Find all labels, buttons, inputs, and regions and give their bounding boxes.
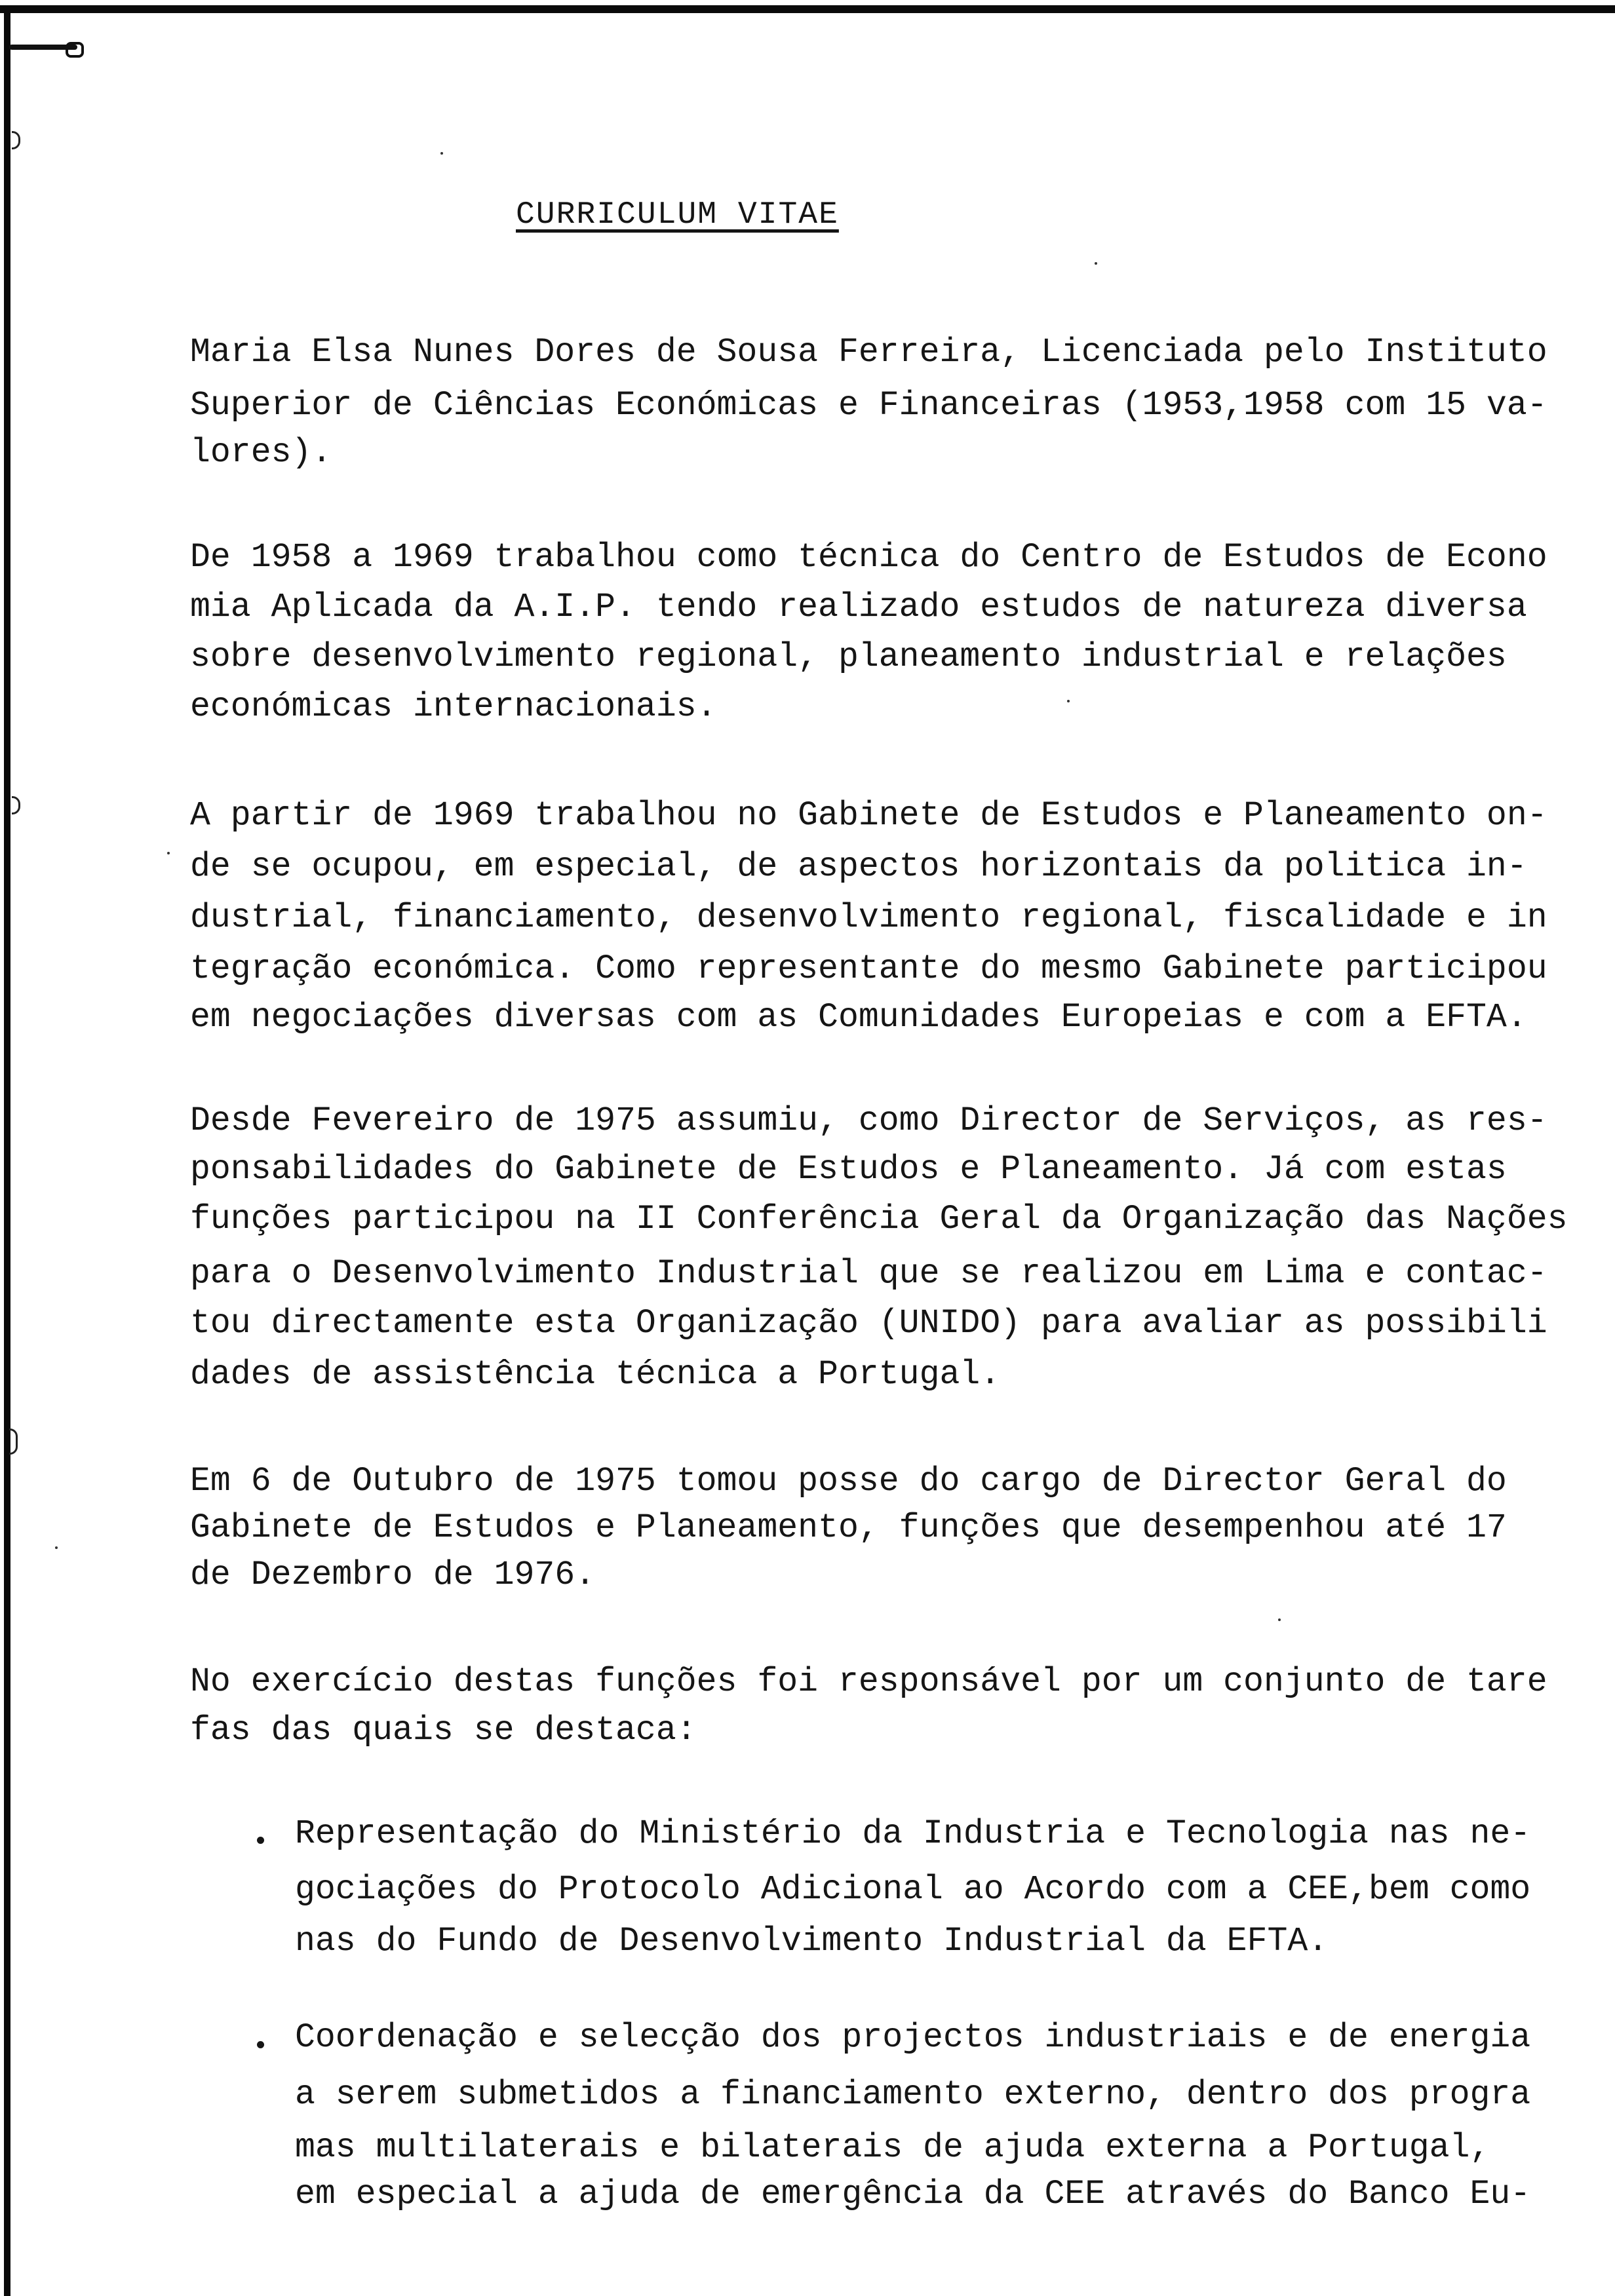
scan-border-left xyxy=(4,5,10,2296)
text-line: mas multilaterais e bilaterais de ajuda externa a Portugal, xyxy=(295,2129,1490,2167)
hole-punch-mark-icon xyxy=(12,131,20,149)
text-line: Representação do Ministério da Industria e Tecnologia nas ne- xyxy=(295,1815,1531,1853)
scan-border-top xyxy=(0,5,1615,13)
text-line: ponsabilidades do Gabinete de Estudos e Planeamento. Já com estas xyxy=(190,1151,1507,1189)
text-line: funções participou na II Conferência Geral da Organização das Nações xyxy=(190,1200,1568,1238)
text-line: de se ocupou, em especial, de aspectos horizontais da politica in- xyxy=(190,848,1527,886)
text-line: dades de assistência técnica a Portugal. xyxy=(190,1356,1001,1394)
hole-punch-mark-icon xyxy=(12,796,20,814)
staple-hook-icon xyxy=(66,42,84,58)
text-line: Superior de Ciências Económicas e Financeiras (1953,1958 com 15 va- xyxy=(190,387,1547,425)
text-line: Em 6 de Outubro de 1975 tomou posse do cargo de Director Geral do xyxy=(190,1463,1507,1501)
text-line: Gabinete de Estudos e Planeamento, funções que desempenhou até 17 xyxy=(190,1509,1507,1547)
text-line: Desde Fevereiro de 1975 assumiu, como Director de Serviços, as res- xyxy=(190,1102,1547,1140)
text-line: em especial a ajuda de emergência da CEE através do Banco Eu- xyxy=(295,2175,1531,2213)
text-line: económicas internacionais. xyxy=(190,688,717,726)
text-line: a serem submetidos a financiamento externo, dentro dos progra xyxy=(295,2076,1531,2114)
text-line: de Dezembro de 1976. xyxy=(190,1556,596,1594)
text-line: tou directamente esta Organização (UNIDO) para avaliar as possibili xyxy=(190,1305,1547,1343)
scan-speck xyxy=(1067,700,1070,702)
text-line: tegração económica. Como representante do mesmo Gabinete participou xyxy=(190,950,1547,988)
scan-speck xyxy=(1278,1618,1281,1621)
text-line: nas do Fundo de Desenvolvimento Industrial da EFTA. xyxy=(295,1923,1329,1961)
hole-punch-mark-icon xyxy=(9,1428,18,1455)
scan-speck xyxy=(1095,262,1097,265)
text-line: A partir de 1969 trabalhou no Gabinete de Estudos e Planeamento on- xyxy=(190,797,1547,835)
text-line: em negociações diversas com as Comunidades Europeias e com a EFTA. xyxy=(190,999,1527,1037)
text-line: gociações do Protocolo Adicional ao Acordo com a CEE,bem como xyxy=(295,1871,1531,1909)
bullet-icon xyxy=(257,1837,264,1844)
text-line: fas das quais se destaca: xyxy=(190,1712,697,1750)
text-line: No exercício destas funções foi responsável por um conjunto de tare xyxy=(190,1663,1547,1701)
text-line: Maria Elsa Nunes Dores de Sousa Ferreira, Licenciada pelo Instituto xyxy=(190,334,1547,372)
scan-speck xyxy=(440,152,443,155)
text-line: Coordenação e selecção dos projectos industriais e de energia xyxy=(295,2019,1531,2057)
text-line: lores). xyxy=(190,434,332,472)
text-line: De 1958 a 1969 trabalhou como técnica do Centro de Estudos de Econo xyxy=(190,539,1547,577)
text-line: sobre desenvolvimento regional, planeamento industrial e relações xyxy=(190,638,1507,676)
text-line: para o Desenvolvimento Industrial que se realizou em Lima e contac- xyxy=(190,1255,1547,1293)
text-line: dustrial, financiamento, desenvolvimento regional, fiscalidade e in xyxy=(190,899,1547,937)
document-title: CURRICULUM VITAE xyxy=(516,197,839,233)
scan-speck xyxy=(167,852,170,854)
text-line: mia Aplicada da A.I.P. tendo realizado estudos de natureza diversa xyxy=(190,588,1527,626)
bullet-icon xyxy=(257,2041,264,2048)
scan-speck xyxy=(55,1546,58,1549)
